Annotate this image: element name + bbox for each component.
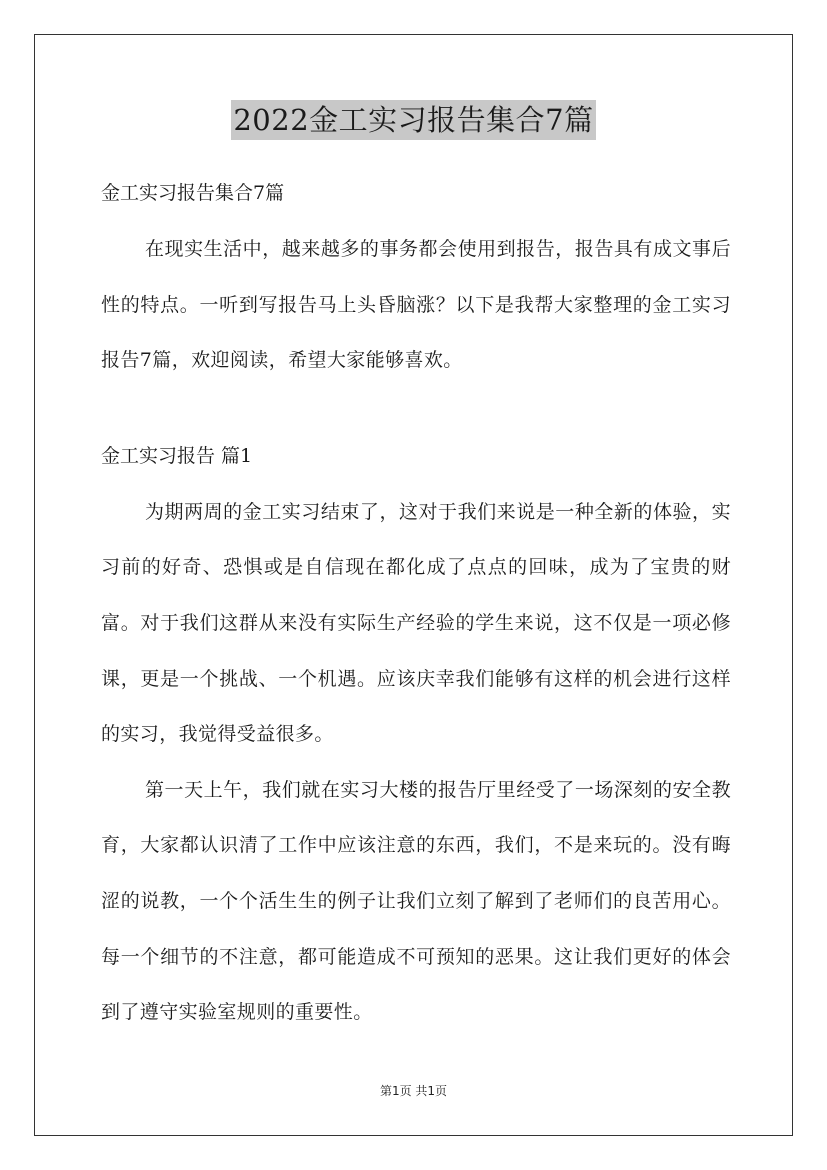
section-spacer — [101, 389, 731, 427]
intro-paragraph: 在现实生活中，越来越多的事务都会使用到报告，报告具有成文事后性的特点。一听到写报告马上头昏脑涨？以下是我帮大家整理的金工实习报告7篇，欢迎阅读，希望大家能够喜欢。 — [101, 238, 731, 372]
title-container — [0, 100, 827, 140]
body-paragraph: 为期两周的金工实习结束了，这对于我们来说是一种全新的体验，实习前的好奇、恐惧或是自信现在都化成了点点的回味，成为了宝贵的财富。对于我们这群从来没有实际生产经验的学生来说，这不仅是一项必修课，更是一个挑战、一个机遇。应该庆幸我们能够有这样的机会进行这样的实习，我觉得受益很多。 — [101, 500, 731, 746]
document-subtitle: 金工实习报告集合7篇 — [101, 182, 285, 204]
document-body — [101, 164, 731, 1041]
document-title: 2022金工实习报告集合7篇 — [231, 100, 595, 140]
page-footer: 第1页 共1页 — [379, 1084, 448, 1098]
body-paragraph: 第一天上午，我们就在实习大楼的报告厅里经受了一场深刻的安全教育，大家都认识清了工作中应该注意的东西，我们，不是来玩的。没有晦涩的说教，一个个活生生的例子让我们立刻了解到了老师们的良苦用心。每一个细节的不注意，都可能造成不可预知的恶果。这让我们更好的体会到了遵守实验室规则的重要性。 — [101, 778, 731, 1024]
section-heading: 金工实习报告 篇1 — [101, 444, 253, 467]
